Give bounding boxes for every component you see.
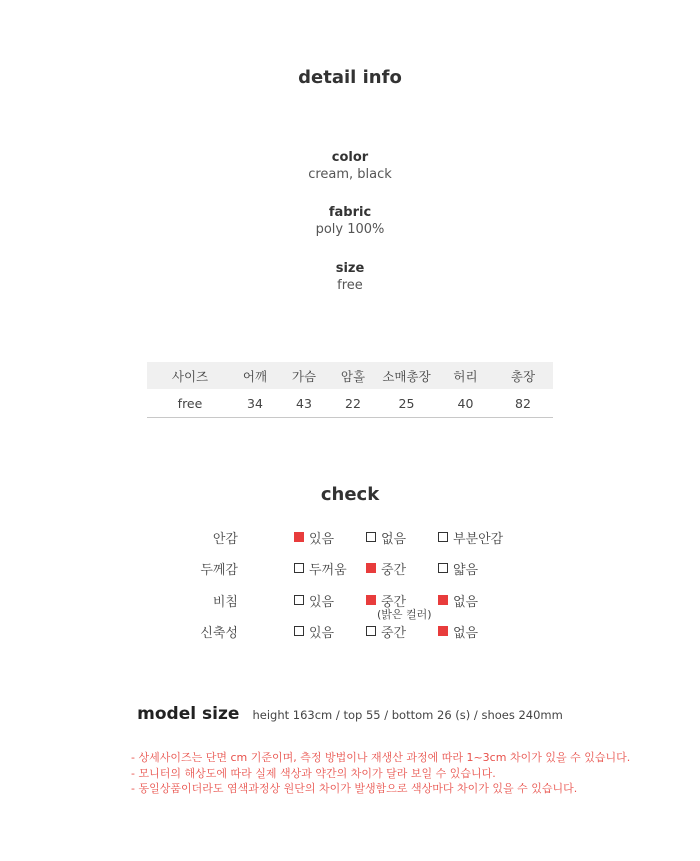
check-option	[438, 591, 478, 610]
info-fabric	[0, 205, 700, 237]
check-row-label: 신축성	[200, 626, 238, 641]
size-table-header: 사이즈	[147, 362, 233, 389]
size-table-cell: 34	[233, 389, 277, 418]
checkbox	[366, 563, 376, 573]
table-row	[147, 389, 553, 418]
info-label-color: color	[331, 150, 369, 165]
checkbox	[294, 532, 304, 542]
check-option-label: 없음	[453, 626, 479, 641]
check-option	[294, 622, 334, 641]
check-option	[438, 528, 503, 547]
checkbox	[438, 626, 448, 636]
checkbox	[294, 563, 304, 573]
check-option-note: (밝은 컬러)	[377, 608, 432, 621]
check-row-thickness	[0, 559, 700, 583]
size-table-header: 어깨	[233, 362, 277, 389]
checkbox	[366, 532, 376, 542]
check-row-stretch	[0, 622, 700, 646]
check-option-label: 있음	[309, 532, 335, 547]
check-option-label: 부분안감	[453, 532, 504, 547]
checkbox	[294, 595, 304, 605]
check-option-label: 없음	[381, 532, 407, 547]
size-table-header: 허리	[438, 362, 493, 389]
check-option	[294, 591, 334, 610]
check-option-label: 중간	[381, 563, 407, 578]
checkbox	[366, 626, 376, 636]
check-option-label: 있음	[309, 626, 335, 641]
check-row-label: 안감	[212, 532, 238, 547]
note-item: - 상세사이즈는 단면 cm 기준이며, 측정 방법이나 재생산 과정에 따라 1~3cm 차이가 있을 수 있습니다.	[131, 751, 631, 764]
check-option-label: 없음	[453, 595, 479, 610]
check-row-label: 비침	[212, 595, 238, 610]
size-table-header: 암홀	[331, 362, 375, 389]
check-option-label: 중간	[381, 595, 407, 610]
checkbox	[294, 626, 304, 636]
info-label-size: size	[335, 261, 365, 276]
check-row-sheerness	[0, 591, 700, 621]
check-row-lining	[0, 528, 700, 552]
info-label-fabric: fabric	[328, 205, 372, 220]
size-table-cell: 82	[493, 389, 553, 418]
check-option-label: 얇음	[453, 563, 479, 578]
checkbox	[438, 595, 448, 605]
info-value-size: free	[337, 278, 363, 293]
size-table-header: 총장	[493, 362, 553, 389]
check-option-label: 두꺼움	[309, 563, 347, 578]
check-option-label: 중간	[381, 626, 407, 641]
checkbox	[438, 563, 448, 573]
checkbox	[438, 532, 448, 542]
size-table-cell: 40	[438, 389, 493, 418]
check-option	[366, 559, 406, 578]
check-option	[294, 559, 347, 578]
check-option	[438, 622, 478, 641]
note-item: - 동일상품이더라도 염색과정상 원단의 차이가 발생함으로 색상마다 차이가 있을 수 있습니다.	[131, 782, 578, 795]
model-size	[0, 704, 700, 724]
check-option	[294, 528, 334, 547]
note-item: - 모니터의 해상도에 따라 실제 색상과 약간의 차이가 달라 보일 수 있습니다.	[131, 766, 496, 780]
check-row-label: 두께감	[200, 563, 238, 578]
info-size	[0, 261, 700, 293]
notes	[131, 750, 630, 797]
size-table-header-row	[147, 362, 553, 389]
size-table-cell: 25	[375, 389, 438, 418]
size-table-cell: 43	[277, 389, 331, 418]
model-size-title: model size	[137, 704, 240, 724]
size-table	[147, 362, 553, 418]
check-option	[366, 622, 406, 641]
info-color	[0, 150, 700, 182]
model-size-text: height 163cm / top 55 / bottom 26 (s) / shoes 240mm	[252, 708, 563, 722]
size-table-header: 소매총장	[375, 362, 438, 389]
info-value-color: cream, black	[308, 167, 392, 182]
size-table-cell: 22	[331, 389, 375, 418]
size-table-header: 가슴	[277, 362, 331, 389]
page-title: detail info	[298, 67, 402, 88]
size-table-cell: free	[147, 389, 233, 418]
checkbox	[366, 595, 376, 605]
info-value-fabric: poly 100%	[315, 222, 385, 237]
check-option-label: 있음	[309, 595, 335, 610]
check-option	[438, 559, 478, 578]
check-title: check	[320, 484, 380, 505]
check-option	[366, 528, 406, 547]
